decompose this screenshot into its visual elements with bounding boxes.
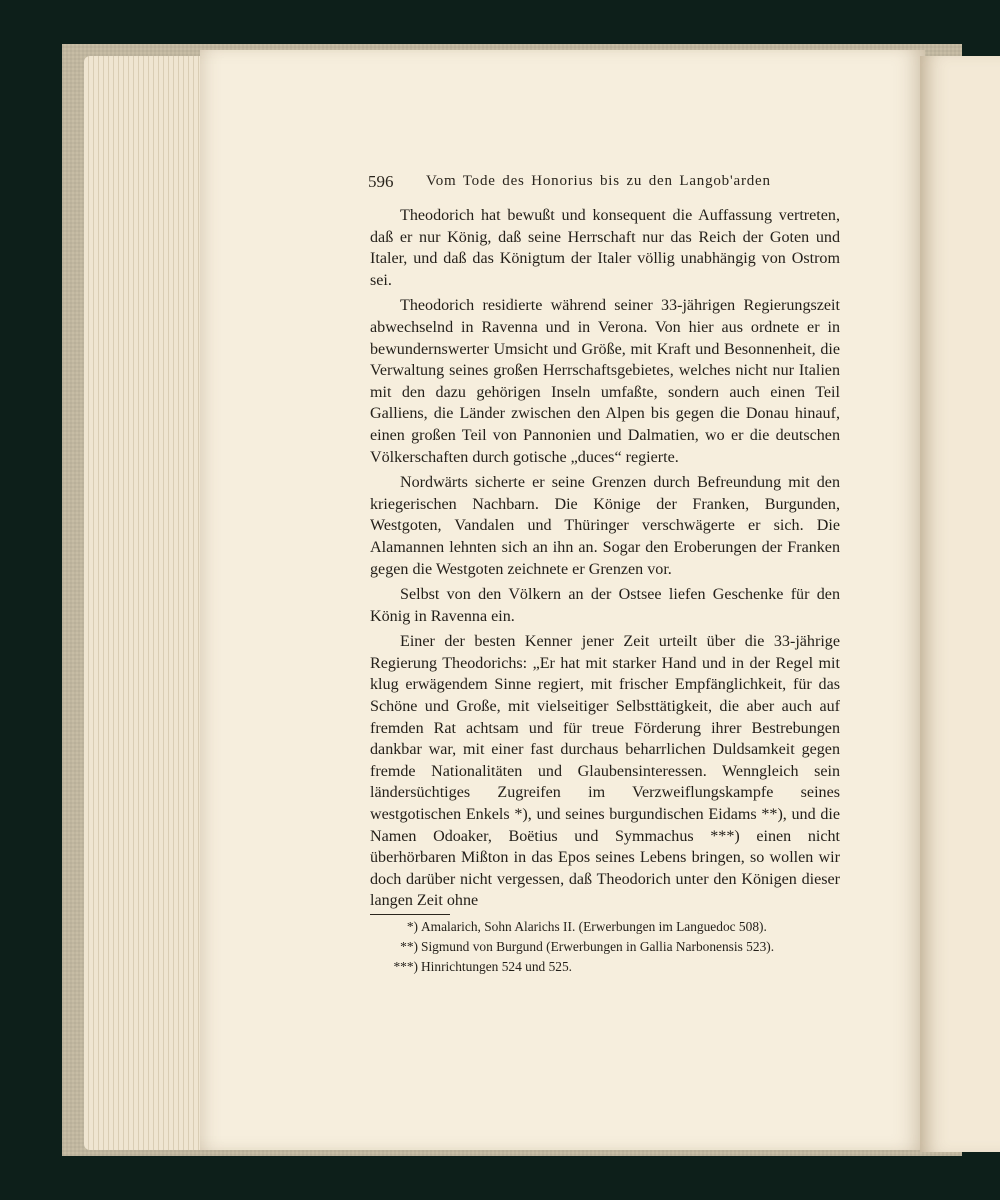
page-edges: [84, 56, 206, 1150]
paragraph: Einer der besten Kenner jener Zeit urteilt über die 33-jährige Regierung Theodorichs: „Er hat mit starker Hand und in der Regel mit klug erwägendem Sinne regiert, mit frischer Empfänglichkeit, für das Schöne und Große, mit vielseitiger Selbsttätigkeit, die aber auch auf fremden Rat achtsam und für treue Förderung ihrer Bestrebungen dankbar war, mit einer fast durchaus beharrlichen Duldsamkeit gegen fremde Nationalitäten und Glaubensinteressen. Wenngleich sein ländersüchtiges Zugreifen im Verzweiflungskampfe seines westgotischen Enkels *), und seines burgundischen Eidams **), und die Namen Odoaker, Boëtius und Symmachus ***) einen nicht überhörbaren Mißton in das Epos seines Lebens bringen, so wollen wir doch darüber nicht vergessen, daß Theodorich unter den Königen dieser langen Zeit ohne: [370, 633, 840, 910]
footnote-text: Amalarich, Sohn Alarichs II. (Erwerbungen im Languedoc 508).: [421, 919, 767, 934]
footnote-rule: [370, 914, 450, 915]
page-header: [368, 172, 840, 196]
footnote-mark: *): [406, 919, 418, 934]
page-number: 596: [368, 172, 394, 191]
paragraph: Selbst von den Völkern an der Ostsee liefen Geschenke für den König in Ravenna ein.: [370, 586, 840, 625]
paragraph: Nordwärts sicherte er seine Grenzen durch Befreundung mit den kriegerischen Nachbarn. Die Könige der Franken, Burgunden, Westgoten, Vandalen und Thüringer verschwägerte er sich. Die Alamannen lehnten sich an ihn an. Sogar den Eroberungen der Franken gegen die Westgoten zeichnete er Grenzen vor.: [370, 474, 840, 578]
running-title: Vom Tode des Honorius bis zu den Langob'arden: [426, 173, 771, 189]
footnote-mark: **): [400, 939, 418, 954]
footnote-text: Sigmund von Burgund (Erwerbungen in Gallia Narbonensis 523).: [421, 939, 775, 954]
paragraph: Theodorich hat bewußt und konsequent die Auffassung vertreten, daß er nur König, daß seine Herrschaft nur das Reich der Goten und Italer, und daß das Königtum der Italer völlig unabhängig von Ostrom sei.: [370, 207, 840, 289]
footnotes: [386, 917, 846, 977]
footnote: [386, 917, 846, 937]
footnote-text: Hinrichtungen 524 und 525.: [421, 959, 572, 974]
footnote: [386, 957, 846, 977]
body-text: [370, 205, 840, 916]
facing-page-edge: [920, 56, 1000, 1152]
paragraph: Theodorich residierte während seiner 33-jährigen Regierungszeit abwechselnd in Ravenna und in Verona. Von hier aus ordnete er in bewundernswerter Umsicht und Größe, mit Kraft und Besonnenheit, die Verwaltung seines großen Herrschaftsgebietes, welches nicht nur Italien mit den dazu gehörigen Inseln umfaßte, sondern auch einen Teil Galliens, die Länder zwischen den Alpen bis gegen die Donau hinauf, einen großen Teil von Pannonien und Dalmatien, wo er die deutschen Völkerschaften durch gotische „duces“ regierte.: [370, 297, 840, 466]
footnote-mark: ***): [393, 959, 418, 974]
footnote: [386, 937, 846, 957]
